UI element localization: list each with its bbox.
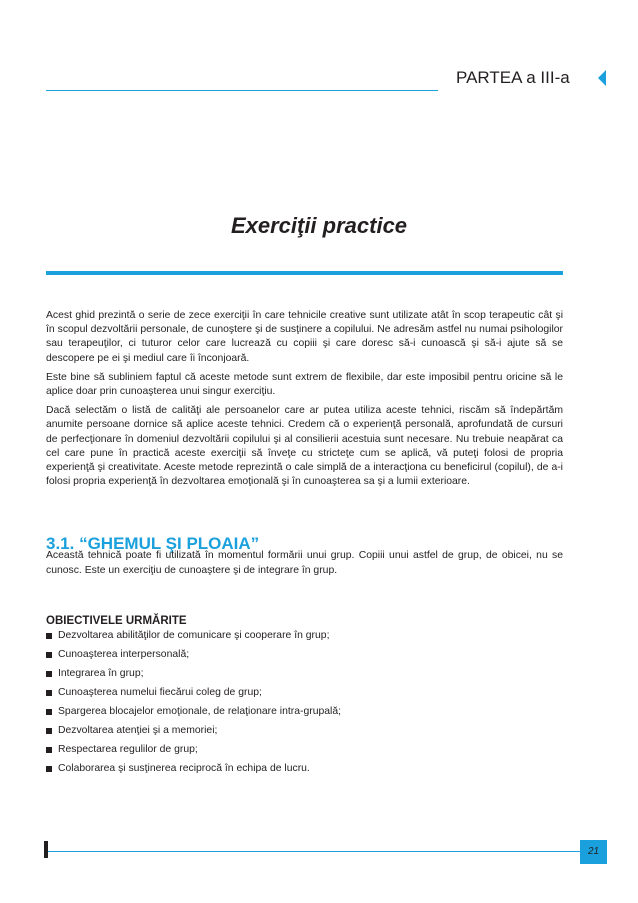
- objective-text: Respectarea regulilor de grup;: [58, 744, 198, 755]
- footer-rule: [48, 851, 580, 852]
- objective-text: Dezvoltarea atenţiei şi a memoriei;: [58, 725, 218, 736]
- objective-text: Cunoaşterea interpersonală;: [58, 649, 190, 660]
- list-item: [46, 645, 341, 664]
- list-item: [46, 664, 341, 683]
- square-bullet-icon: [46, 690, 52, 696]
- square-bullet-icon: [46, 633, 52, 639]
- objective-text: Dezvoltarea abilităţilor de comunicare şi cooperare în grup;: [58, 630, 330, 641]
- list-item: [46, 721, 341, 740]
- section-heading: 3.1. “GHEMUL ŞI PLOAIA”: [46, 534, 260, 554]
- list-item: [46, 740, 341, 759]
- chapter-title: Exerciţii practice: [230, 212, 408, 238]
- square-bullet-icon: [46, 728, 52, 734]
- objective-text: Spargerea blocajelor emoţionale, de relaţionare intra-grupală;: [58, 706, 342, 717]
- square-bullet-icon: [46, 652, 52, 658]
- intro-text: [46, 309, 563, 494]
- triangle-left-icon: [598, 70, 606, 86]
- square-bullet-icon: [46, 747, 52, 753]
- page-number: 21: [580, 840, 607, 864]
- intro-paragraph: Acest ghid prezintă o serie de zece exerciţii în care tehnicile creative sunt utilizate atât în scop terapeutic cât şi în scopul dezvoltării personale, de cunoştere şi de susţinere a copilului. Ne adresăm astfel nu numai psihologilor sau terapeuţilor, ci tuturor celor care lucrează cu copiii şi care doresc să-i cunoască şi să-i ajute să se descopere pe ei şi mediul care îi înconjoară.: [46, 310, 563, 364]
- footer-mark: [44, 841, 48, 858]
- list-item: [46, 683, 341, 702]
- square-bullet-icon: [46, 671, 52, 677]
- title-underline-bar: [46, 271, 563, 275]
- objective-text: Colaborarea şi susţinerea reciprocă în echipa de lucru.: [58, 763, 310, 774]
- list-item: [46, 702, 341, 721]
- objective-text: Integrarea în grup;: [58, 668, 144, 679]
- objectives-heading: OBIECTIVELE URMĂRITE: [46, 614, 187, 627]
- square-bullet-icon: [46, 709, 52, 715]
- section-intro: Această tehnică poate fi utilizată în momentul formării unui grup. Copiii unui astfel de grup, de obicei, nu se cunosc. Este un exerciţiu de cunoaştere şi de integrare în grup.: [46, 550, 563, 576]
- intro-paragraph: Este bine să subliniem faptul că aceste metode sunt extrem de flexibile, dar este imposibil pentru oricine să le aplice doar prin cunoaşterea unui singur exerciţiu.: [46, 371, 563, 398]
- objectives-list: [46, 626, 341, 778]
- header-rule: [46, 90, 438, 91]
- list-item: [46, 759, 341, 778]
- objective-text: Cunoaşterea numelui fiecărui coleg de grup;: [58, 687, 262, 698]
- square-bullet-icon: [46, 766, 52, 772]
- part-title: PARTEA a III-a: [456, 68, 570, 87]
- intro-paragraph: Dacă selectăm o listă de calităţi ale persoanelor care ar putea utiliza aceste tehnici, riscăm să îndepărtăm anumite persoane dornice să aplice aceste tehnici. Credem că o experienţă personală, aprofundată de cursuri de perfecţionare în domeniul dezvoltării copilului şi al consilierii acestuia sunt necesare. Nu trebuie neapărat ca cel care pune în practică aceste exerciţii să înveţe cu stricteţe cum se aplică, vă puteţi folosi de propria experienţă şi creativitate. Aceste metode reprezintă o cale simplă de a interacţiona cu beneficirul (copilul), de a-i folosi propria experienţă în dezvoltarea emoţională şi în cunoaşterea sa şi a lumii exterioare.: [46, 405, 563, 488]
- list-item: [46, 626, 341, 645]
